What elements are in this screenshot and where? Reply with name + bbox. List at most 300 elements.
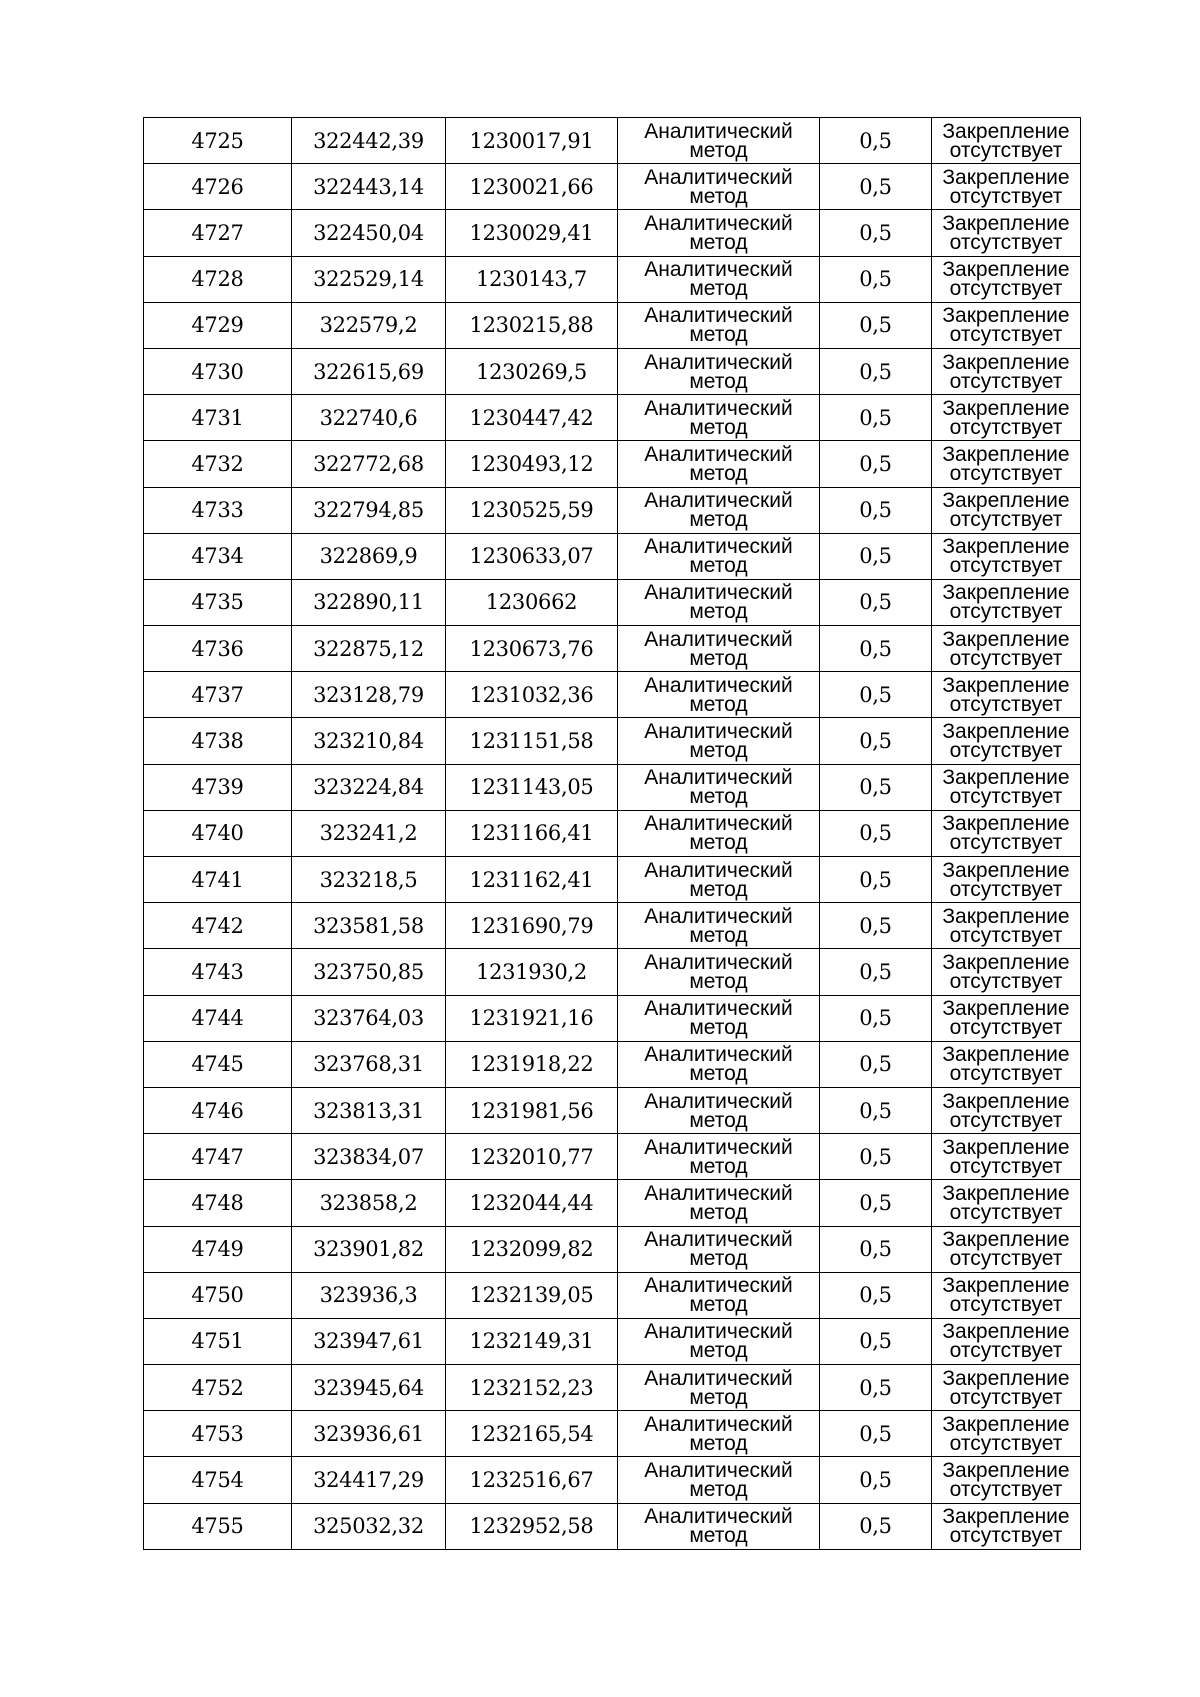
x-coordinate-cell: 323750,85: [292, 949, 446, 995]
method-cell: [618, 1226, 820, 1272]
method-line-2: метод: [689, 877, 748, 901]
fixing-line-2: отсутствует: [949, 415, 1063, 439]
point-number-cell: 4755: [144, 1503, 292, 1549]
method-line-1: Аналитический: [644, 1505, 793, 1529]
point-number-cell: 4751: [144, 1318, 292, 1364]
fixing-line-1: Закрепление: [942, 1366, 1070, 1390]
method-line-1: Аналитический: [644, 165, 793, 189]
method-line-2: метод: [689, 785, 748, 809]
y-coordinate-cell: 1231162,41: [446, 857, 618, 903]
point-number-cell: 4740: [144, 810, 292, 856]
method-cell: [618, 764, 820, 810]
method-cell: [618, 348, 820, 394]
method-line-1: Аналитический: [644, 720, 793, 744]
fixing-line-1: Закрепление: [942, 211, 1070, 235]
y-coordinate-cell: 1231032,36: [446, 672, 618, 718]
method-cell: [618, 1134, 820, 1180]
fixing-cell: [932, 164, 1081, 210]
y-coordinate-cell: 1232099,82: [446, 1226, 618, 1272]
table-row: [144, 1411, 1081, 1457]
method-cell: [618, 1041, 820, 1087]
method-cell: [618, 672, 820, 718]
fixing-cell: [932, 764, 1081, 810]
method-line-1: Аналитический: [644, 1274, 793, 1298]
method-line-1: Аналитический: [644, 119, 793, 143]
point-number-cell: 4750: [144, 1272, 292, 1318]
method-cell: [618, 1087, 820, 1133]
method-line-1: Аналитический: [644, 1412, 793, 1436]
x-coordinate-cell: 322442,39: [292, 118, 446, 164]
point-number-cell: 4733: [144, 487, 292, 533]
fixing-line-1: Закрепление: [942, 258, 1070, 282]
method-line-2: метод: [689, 1154, 748, 1178]
precision-cell: 0,5: [820, 718, 932, 764]
fixing-line-1: Закрепление: [942, 720, 1070, 744]
precision-cell: 0,5: [820, 118, 932, 164]
fixing-cell: [932, 626, 1081, 672]
y-coordinate-cell: 1230662: [446, 579, 618, 625]
fixing-line-1: Закрепление: [942, 950, 1070, 974]
method-line-2: метод: [689, 1339, 748, 1363]
method-line-2: метод: [689, 1247, 748, 1271]
point-number-cell: 4742: [144, 903, 292, 949]
precision-cell: 0,5: [820, 1272, 932, 1318]
x-coordinate-cell: 323210,84: [292, 718, 446, 764]
fixing-line-1: Закрепление: [942, 858, 1070, 882]
fixing-cell: [932, 1272, 1081, 1318]
method-line-1: Аналитический: [644, 1320, 793, 1344]
point-number-cell: 4744: [144, 995, 292, 1041]
fixing-cell: [932, 949, 1081, 995]
precision-cell: 0,5: [820, 672, 932, 718]
fixing-line-1: Закрепление: [942, 1274, 1070, 1298]
method-line-2: метод: [689, 1108, 748, 1132]
table-row: [144, 441, 1081, 487]
y-coordinate-cell: 1232165,54: [446, 1411, 618, 1457]
x-coordinate-cell: 322579,2: [292, 302, 446, 348]
fixing-line-1: Закрепление: [942, 489, 1070, 513]
table-row: [144, 1318, 1081, 1364]
method-line-2: метод: [689, 1062, 748, 1086]
fixing-line-2: отсутствует: [949, 1385, 1063, 1409]
fixing-line-1: Закрепление: [942, 581, 1070, 605]
fixing-cell: [932, 118, 1081, 164]
precision-cell: 0,5: [820, 1041, 932, 1087]
x-coordinate-cell: 322740,6: [292, 395, 446, 441]
fixing-line-2: отсутствует: [949, 969, 1063, 993]
method-cell: [618, 533, 820, 579]
method-cell: [618, 487, 820, 533]
fixing-cell: [932, 1411, 1081, 1457]
y-coordinate-cell: 1230447,42: [446, 395, 618, 441]
method-cell: [618, 1365, 820, 1411]
y-coordinate-cell: 1232952,58: [446, 1503, 618, 1549]
precision-cell: 0,5: [820, 348, 932, 394]
fixing-line-2: отсутствует: [949, 1016, 1063, 1040]
precision-cell: 0,5: [820, 1365, 932, 1411]
method-cell: [618, 256, 820, 302]
table-row: [144, 764, 1081, 810]
fixing-cell: [932, 718, 1081, 764]
method-cell: [618, 1318, 820, 1364]
method-line-1: Аналитический: [644, 258, 793, 282]
point-number-cell: 4729: [144, 302, 292, 348]
method-line-2: метод: [689, 138, 748, 162]
y-coordinate-cell: 1230493,12: [446, 441, 618, 487]
fixing-line-2: отсутствует: [949, 184, 1063, 208]
fixing-line-2: отсутствует: [949, 508, 1063, 532]
fixing-line-2: отсутствует: [949, 138, 1063, 162]
fixing-line-1: Закрепление: [942, 1089, 1070, 1113]
fixing-line-2: отсутствует: [949, 1108, 1063, 1132]
method-line-2: метод: [689, 415, 748, 439]
y-coordinate-cell: 1230143,7: [446, 256, 618, 302]
fixing-cell: [932, 857, 1081, 903]
x-coordinate-cell: 323581,58: [292, 903, 446, 949]
table-row: [144, 995, 1081, 1041]
fixing-line-1: Закрепление: [942, 304, 1070, 328]
method-cell: [618, 118, 820, 164]
table-row: [144, 1134, 1081, 1180]
method-line-2: метод: [689, 600, 748, 624]
point-number-cell: 4745: [144, 1041, 292, 1087]
fixing-line-2: отсутствует: [949, 323, 1063, 347]
method-line-1: Аналитический: [644, 997, 793, 1021]
table-row: [144, 857, 1081, 903]
y-coordinate-cell: 1232152,23: [446, 1365, 618, 1411]
x-coordinate-cell: 324417,29: [292, 1457, 446, 1503]
x-coordinate-cell: 323858,2: [292, 1180, 446, 1226]
method-line-1: Аналитический: [644, 1181, 793, 1205]
fixing-line-2: отсутствует: [949, 692, 1063, 716]
table-row: [144, 1272, 1081, 1318]
fixing-line-2: отсутствует: [949, 1247, 1063, 1271]
fixing-line-2: отсутствует: [949, 1200, 1063, 1224]
point-number-cell: 4737: [144, 672, 292, 718]
method-line-2: метод: [689, 554, 748, 578]
fixing-cell: [932, 210, 1081, 256]
table-row: [144, 256, 1081, 302]
x-coordinate-cell: 323768,31: [292, 1041, 446, 1087]
fixing-line-2: отсутствует: [949, 646, 1063, 670]
method-line-1: Аналитический: [644, 673, 793, 697]
precision-cell: 0,5: [820, 579, 932, 625]
table-row: [144, 395, 1081, 441]
fixing-line-1: Закрепление: [942, 396, 1070, 420]
method-cell: [618, 1457, 820, 1503]
y-coordinate-cell: 1231981,56: [446, 1087, 618, 1133]
fixing-line-2: отсутствует: [949, 230, 1063, 254]
table-row: [144, 810, 1081, 856]
point-number-cell: 4726: [144, 164, 292, 210]
x-coordinate-cell: 322869,9: [292, 533, 446, 579]
fixing-line-2: отсутствует: [949, 1062, 1063, 1086]
point-number-cell: 4741: [144, 857, 292, 903]
table-row: [144, 533, 1081, 579]
x-coordinate-cell: 322794,85: [292, 487, 446, 533]
fixing-cell: [932, 579, 1081, 625]
point-number-cell: 4736: [144, 626, 292, 672]
fixing-line-1: Закрепление: [942, 1412, 1070, 1436]
method-cell: [618, 857, 820, 903]
table-row: [144, 164, 1081, 210]
method-line-1: Аналитический: [644, 858, 793, 882]
precision-cell: 0,5: [820, 164, 932, 210]
method-line-2: метод: [689, 1478, 748, 1502]
point-number-cell: 4739: [144, 764, 292, 810]
table-row: [144, 1226, 1081, 1272]
method-cell: [618, 1180, 820, 1226]
method-cell: [618, 1272, 820, 1318]
coordinates-table-body: [144, 118, 1081, 1550]
fixing-line-1: Закрепление: [942, 1181, 1070, 1205]
fixing-cell: [932, 1365, 1081, 1411]
precision-cell: 0,5: [820, 487, 932, 533]
fixing-line-1: Закрепление: [942, 627, 1070, 651]
method-line-2: метод: [689, 831, 748, 855]
precision-cell: 0,5: [820, 1087, 932, 1133]
fixing-cell: [932, 256, 1081, 302]
precision-cell: 0,5: [820, 1503, 932, 1549]
fixing-line-1: Закрепление: [942, 442, 1070, 466]
y-coordinate-cell: 1230021,66: [446, 164, 618, 210]
method-cell: [618, 810, 820, 856]
fixing-line-1: Закрепление: [942, 535, 1070, 559]
table-row: [144, 903, 1081, 949]
precision-cell: 0,5: [820, 533, 932, 579]
fixing-cell: [932, 1226, 1081, 1272]
method-line-1: Аналитический: [644, 304, 793, 328]
method-cell: [618, 441, 820, 487]
table-row: [144, 210, 1081, 256]
fixing-cell: [932, 995, 1081, 1041]
fixing-line-2: отсутствует: [949, 600, 1063, 624]
y-coordinate-cell: 1232010,77: [446, 1134, 618, 1180]
fixing-line-1: Закрепление: [942, 904, 1070, 928]
x-coordinate-cell: 323834,07: [292, 1134, 446, 1180]
method-cell: [618, 164, 820, 210]
method-line-1: Аналитический: [644, 1043, 793, 1067]
point-number-cell: 4730: [144, 348, 292, 394]
fixing-line-1: Закрепление: [942, 1135, 1070, 1159]
x-coordinate-cell: 322450,04: [292, 210, 446, 256]
table-row: [144, 718, 1081, 764]
fixing-line-1: Закрепление: [942, 1459, 1070, 1483]
fixing-cell: [932, 348, 1081, 394]
table-row: [144, 487, 1081, 533]
method-line-1: Аналитический: [644, 904, 793, 928]
method-line-2: метод: [689, 508, 748, 532]
method-line-2: метод: [689, 184, 748, 208]
method-cell: [618, 718, 820, 764]
x-coordinate-cell: 322890,11: [292, 579, 446, 625]
method-line-1: Аналитический: [644, 581, 793, 605]
x-coordinate-cell: 323947,61: [292, 1318, 446, 1364]
precision-cell: 0,5: [820, 764, 932, 810]
fixing-line-2: отсутствует: [949, 1478, 1063, 1502]
precision-cell: 0,5: [820, 1411, 932, 1457]
precision-cell: 0,5: [820, 810, 932, 856]
fixing-line-1: Закрепление: [942, 119, 1070, 143]
fixing-line-2: отсутствует: [949, 1293, 1063, 1317]
x-coordinate-cell: 323936,3: [292, 1272, 446, 1318]
x-coordinate-cell: 323813,31: [292, 1087, 446, 1133]
method-cell: [618, 903, 820, 949]
method-line-2: метод: [689, 646, 748, 670]
fixing-cell: [932, 1041, 1081, 1087]
precision-cell: 0,5: [820, 1180, 932, 1226]
fixing-cell: [932, 302, 1081, 348]
method-cell: [618, 579, 820, 625]
table-row: [144, 348, 1081, 394]
x-coordinate-cell: 322615,69: [292, 348, 446, 394]
x-coordinate-cell: 323764,03: [292, 995, 446, 1041]
fixing-cell: [932, 533, 1081, 579]
method-cell: [618, 302, 820, 348]
point-number-cell: 4738: [144, 718, 292, 764]
fixing-line-1: Закрепление: [942, 1505, 1070, 1529]
precision-cell: 0,5: [820, 1318, 932, 1364]
y-coordinate-cell: 1231921,16: [446, 995, 618, 1041]
x-coordinate-cell: 323128,79: [292, 672, 446, 718]
point-number-cell: 4746: [144, 1087, 292, 1133]
y-coordinate-cell: 1232044,44: [446, 1180, 618, 1226]
precision-cell: 0,5: [820, 1134, 932, 1180]
fixing-cell: [932, 1134, 1081, 1180]
precision-cell: 0,5: [820, 210, 932, 256]
x-coordinate-cell: 323936,61: [292, 1411, 446, 1457]
table-row: [144, 672, 1081, 718]
method-line-2: метод: [689, 969, 748, 993]
precision-cell: 0,5: [820, 302, 932, 348]
table-row: [144, 579, 1081, 625]
method-line-2: метод: [689, 277, 748, 301]
method-line-2: метод: [689, 323, 748, 347]
precision-cell: 0,5: [820, 857, 932, 903]
point-number-cell: 4731: [144, 395, 292, 441]
method-cell: [618, 210, 820, 256]
y-coordinate-cell: 1230673,76: [446, 626, 618, 672]
coordinates-table: [143, 117, 1081, 1550]
method-line-2: метод: [689, 461, 748, 485]
y-coordinate-cell: 1231918,22: [446, 1041, 618, 1087]
fixing-cell: [932, 487, 1081, 533]
precision-cell: 0,5: [820, 903, 932, 949]
y-coordinate-cell: 1232149,31: [446, 1318, 618, 1364]
method-line-1: Аналитический: [644, 350, 793, 374]
point-number-cell: 4725: [144, 118, 292, 164]
x-coordinate-cell: 323241,2: [292, 810, 446, 856]
x-coordinate-cell: 322529,14: [292, 256, 446, 302]
point-number-cell: 4743: [144, 949, 292, 995]
method-cell: [618, 949, 820, 995]
method-line-1: Аналитический: [644, 1135, 793, 1159]
fixing-line-1: Закрепление: [942, 1043, 1070, 1067]
y-coordinate-cell: 1230029,41: [446, 210, 618, 256]
method-line-1: Аналитический: [644, 1366, 793, 1390]
point-number-cell: 4727: [144, 210, 292, 256]
method-line-2: метод: [689, 1293, 748, 1317]
fixing-line-1: Закрепление: [942, 997, 1070, 1021]
fixing-line-1: Закрепление: [942, 1228, 1070, 1252]
precision-cell: 0,5: [820, 395, 932, 441]
method-line-2: метод: [689, 739, 748, 763]
y-coordinate-cell: 1230215,88: [446, 302, 618, 348]
method-line-2: метод: [689, 369, 748, 393]
y-coordinate-cell: 1232516,67: [446, 1457, 618, 1503]
fixing-cell: [932, 903, 1081, 949]
precision-cell: 0,5: [820, 995, 932, 1041]
method-line-1: Аналитический: [644, 1459, 793, 1483]
method-cell: [618, 995, 820, 1041]
x-coordinate-cell: 322875,12: [292, 626, 446, 672]
precision-cell: 0,5: [820, 949, 932, 995]
fixing-line-2: отсутствует: [949, 877, 1063, 901]
point-number-cell: 4747: [144, 1134, 292, 1180]
y-coordinate-cell: 1230017,91: [446, 118, 618, 164]
method-line-1: Аналитический: [644, 1089, 793, 1113]
fixing-cell: [932, 672, 1081, 718]
method-line-2: метод: [689, 1200, 748, 1224]
method-line-1: Аналитический: [644, 442, 793, 466]
x-coordinate-cell: 323224,84: [292, 764, 446, 810]
fixing-line-1: Закрепление: [942, 350, 1070, 374]
point-number-cell: 4748: [144, 1180, 292, 1226]
fixing-line-1: Закрепление: [942, 673, 1070, 697]
fixing-cell: [932, 395, 1081, 441]
method-line-1: Аналитический: [644, 766, 793, 790]
y-coordinate-cell: 1231151,58: [446, 718, 618, 764]
table-row: [144, 1180, 1081, 1226]
fixing-line-1: Закрепление: [942, 766, 1070, 790]
table-row: [144, 1365, 1081, 1411]
y-coordinate-cell: 1230269,5: [446, 348, 618, 394]
fixing-cell: [932, 1318, 1081, 1364]
fixing-line-2: отсутствует: [949, 785, 1063, 809]
method-line-1: Аналитический: [644, 950, 793, 974]
x-coordinate-cell: 322772,68: [292, 441, 446, 487]
table-row: [144, 1457, 1081, 1503]
x-coordinate-cell: 323901,82: [292, 1226, 446, 1272]
method-line-2: метод: [689, 1431, 748, 1455]
precision-cell: 0,5: [820, 626, 932, 672]
fixing-line-2: отсутствует: [949, 554, 1063, 578]
method-cell: [618, 1503, 820, 1549]
x-coordinate-cell: 323218,5: [292, 857, 446, 903]
method-line-1: Аналитический: [644, 535, 793, 559]
fixing-line-2: отсутствует: [949, 1154, 1063, 1178]
method-line-2: метод: [689, 1016, 748, 1040]
method-cell: [618, 626, 820, 672]
point-number-cell: 4735: [144, 579, 292, 625]
method-line-1: Аналитический: [644, 211, 793, 235]
method-line-2: метод: [689, 923, 748, 947]
method-line-2: метод: [689, 1524, 748, 1548]
precision-cell: 0,5: [820, 441, 932, 487]
y-coordinate-cell: 1230525,59: [446, 487, 618, 533]
method-line-2: метод: [689, 230, 748, 254]
method-line-2: метод: [689, 1385, 748, 1409]
point-number-cell: 4732: [144, 441, 292, 487]
table-row: [144, 626, 1081, 672]
y-coordinate-cell: 1231143,05: [446, 764, 618, 810]
y-coordinate-cell: 1230633,07: [446, 533, 618, 579]
x-coordinate-cell: 322443,14: [292, 164, 446, 210]
y-coordinate-cell: 1231930,2: [446, 949, 618, 995]
fixing-line-2: отсутствует: [949, 923, 1063, 947]
point-number-cell: 4753: [144, 1411, 292, 1457]
precision-cell: 0,5: [820, 1457, 932, 1503]
